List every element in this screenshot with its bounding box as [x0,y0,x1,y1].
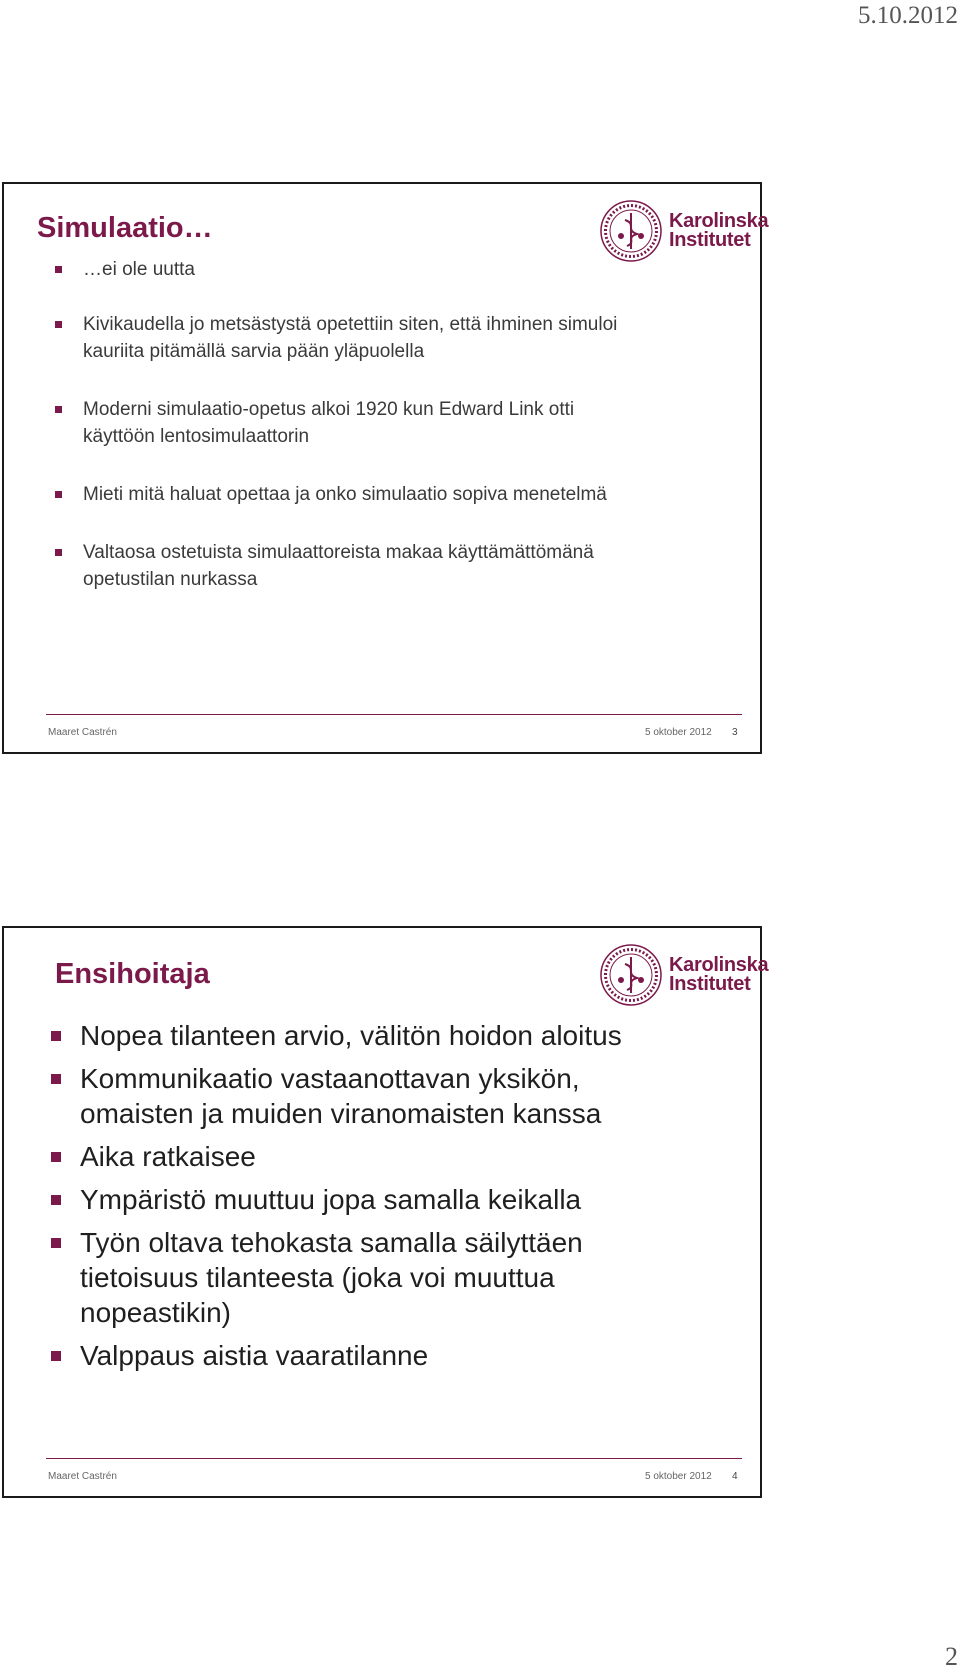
footer-date: 5 oktober 2012 [645,727,712,738]
page-date: 5.10.2012 [858,2,958,29]
karolinska-logo [597,940,769,1010]
slide-3 [2,182,769,754]
list-item: Aika ratkaisee [49,1139,729,1174]
square-bullet-icon [55,266,62,273]
footer-author: Maaret Castrén [48,1471,117,1482]
square-bullet-icon [55,321,62,328]
list-item: Valppaus aistia vaaratilanne [49,1338,729,1373]
footer-author: Maaret Castrén [48,727,117,738]
list-item: Työn oltava tehokasta samalla säilyttäen tietoisuus tilanteesta (joka voi muuttua nopeastikin) [49,1225,729,1330]
list-item: Kommunikaatio vastaanottavan yksikön, omaisten ja muiden viranomaisten kanssa [49,1061,729,1131]
list-item: Mieti mitä haluat opettaa ja onko simulaatio sopiva menetelmä [54,481,714,508]
list-item: Moderni simulaatio-opetus alkoi 1920 kun Edward Link otti käyttöön lentosimulaattorin [54,396,714,450]
karolinska-seal-icon [597,940,665,1010]
list-item: Kivikaudella jo metsästystä opetettiin siten, että ihminen simuloi kauriita pitämällä sarvia pään yläpuolella [54,311,714,365]
slide-number: 3 [732,727,738,738]
square-bullet-icon [51,1351,61,1361]
footer-divider [46,1458,742,1459]
slide-title: Ensihoitaja [55,958,210,990]
square-bullet-icon [51,1195,61,1205]
list-item: …ei ole uutta [54,256,714,283]
slide-title: Simulaatio… [37,212,213,244]
footer-date: 5 oktober 2012 [645,1471,712,1482]
footer-divider [46,714,742,715]
list-item: Nopea tilanteen arvio, välitön hoidon aloitus [49,1018,729,1053]
square-bullet-icon [55,406,62,413]
square-bullet-icon [55,491,62,498]
square-bullet-icon [51,1238,61,1248]
square-bullet-icon [55,549,62,556]
bullet-list [49,1018,729,1381]
page-number: 2 [945,1642,958,1671]
square-bullet-icon [51,1031,61,1041]
logo-wordmark: Karolinska Institutet [669,210,769,251]
square-bullet-icon [51,1074,61,1084]
slide-number: 4 [732,1471,738,1482]
logo-wordmark: Karolinska Institutet [669,954,769,995]
bullet-list [54,256,714,624]
square-bullet-icon [51,1152,61,1162]
slide-4 [2,926,769,1498]
list-item: Ympäristö muuttuu jopa samalla keikalla [49,1182,729,1217]
list-item: Valtaosa ostetuista simulaattoreista makaa käyttämättömänä opetustilan nurkassa [54,539,714,593]
